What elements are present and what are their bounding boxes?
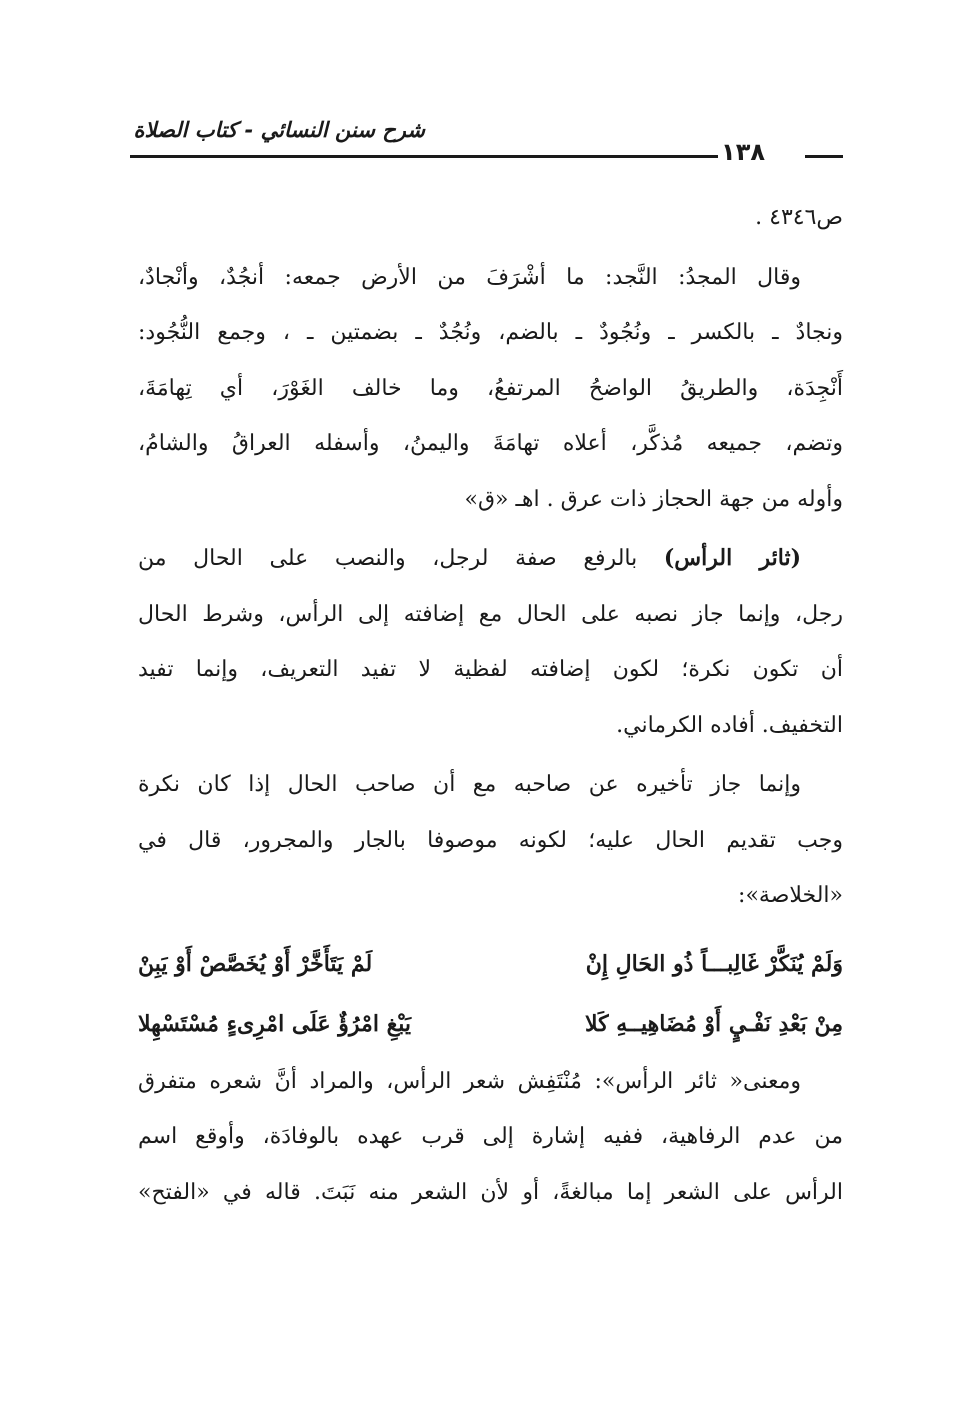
text-line: الرأس على الشعر إما مبالغةً، أو لأن الشعر منه نَبَتَ. قاله في «الفتح»: [138, 1179, 843, 1205]
text-line: ص٤٣٤٦ .: [755, 205, 843, 230]
verse-line: [138, 994, 843, 1054]
paragraph-continued: [138, 190, 843, 246]
page-number: ١٣٨: [721, 138, 765, 166]
text-line: من عدم الرفاهية، ففيه إشارة إلى قرب عهده بالوفادَة، وأوقع اسم: [138, 1124, 843, 1149]
text-line: وأوله من جهة الحجاز ذات عرق . اهـ «ق»: [464, 486, 843, 512]
page-body: [138, 190, 843, 1220]
text-line: وتضم، جميعه مُذكَّر، أعلاه تهامَةَ واليمنُ، وأسفله العراقُ والشامُ،: [138, 431, 843, 456]
text-line: وإنما جاز تأخيره عن صاحبه مع أن صاحب الحال إذا كان نكرة: [138, 772, 801, 797]
header-rule: [130, 155, 718, 158]
verse-line: [138, 934, 843, 994]
text-line: وجب تقديم الحال عليه؛ لكونه موصوفا بالجار والمجرور، قال في: [138, 827, 843, 853]
text-line: أَنْجِدَة، والطريقُ الواضحُ المرتفعُ، وما خالف الغَوْرَ، أي تِهامَةَ،: [138, 375, 843, 401]
page-header: [130, 108, 845, 178]
text-line: ونجادٌ ـ بالكسر ـ ونُجُودٌ ـ بالضم، ونُجُدٌ ـ بضمتين ـ ، وجمع النُّجُود:: [138, 320, 843, 345]
paragraph-grammar: [138, 531, 843, 753]
lemma-heading: (ثائر الرأس): [663, 545, 801, 571]
text-line: [138, 531, 843, 587]
paragraph-meaning: [138, 1054, 843, 1221]
text-line: ومعنى« ثائر الرأس»: مُنْتَفِش شعر الرأس، والمراد أنَّ شعره متفرق: [138, 1068, 801, 1094]
verse-first-hemistich: وَلَمْ يُنَكَّرْ غَالِبـــاً ذُو الحَالِ إِنْ: [585, 950, 843, 977]
paragraph-explanation: [138, 757, 843, 924]
text-line: أن تكون نكرة؛ لكون إضافته لفظية لا تفيد التعريف، وإنما تفيد: [138, 657, 843, 682]
text-line: التخفيف. أفاده الكرماني.: [616, 712, 843, 738]
text-line: «الخلاصة»:: [738, 883, 843, 908]
verse-second-hemistich: يَبْغِ امْرُؤٌ عَلَى امْرِىءٍ مُسْتَسْهِلا: [138, 1010, 412, 1037]
header-dash: [805, 155, 843, 158]
text-span: بالرفع صفة لرجل، والنصب على الحال من: [138, 546, 664, 571]
text-line: رجل، وإنما جاز نصبه على الحال مع إضافته إلى الرأس، وشرط الحال: [138, 601, 843, 627]
text-line: وقال المجدُ: النَّجد: ما أشْرَفَ من الأرض جمعه: أنجُدٌ، وأنْجادٌ،: [138, 264, 801, 290]
paragraph-definition: [138, 250, 843, 528]
poem-verses: [138, 934, 843, 1054]
verse-first-hemistich: مِنْ بَعْدِ نَفْـيٍ أَوْ مُضَاهِيــهِ كَلا: [585, 1010, 843, 1037]
verse-second-hemistich: لَمْ يَتَأَخَّرْ أَوْ يُخَصَّصْ أَوْ يَبِنْ: [138, 950, 373, 977]
running-title: شرح سنن النسائي - كتاب الصلاة: [133, 118, 425, 142]
